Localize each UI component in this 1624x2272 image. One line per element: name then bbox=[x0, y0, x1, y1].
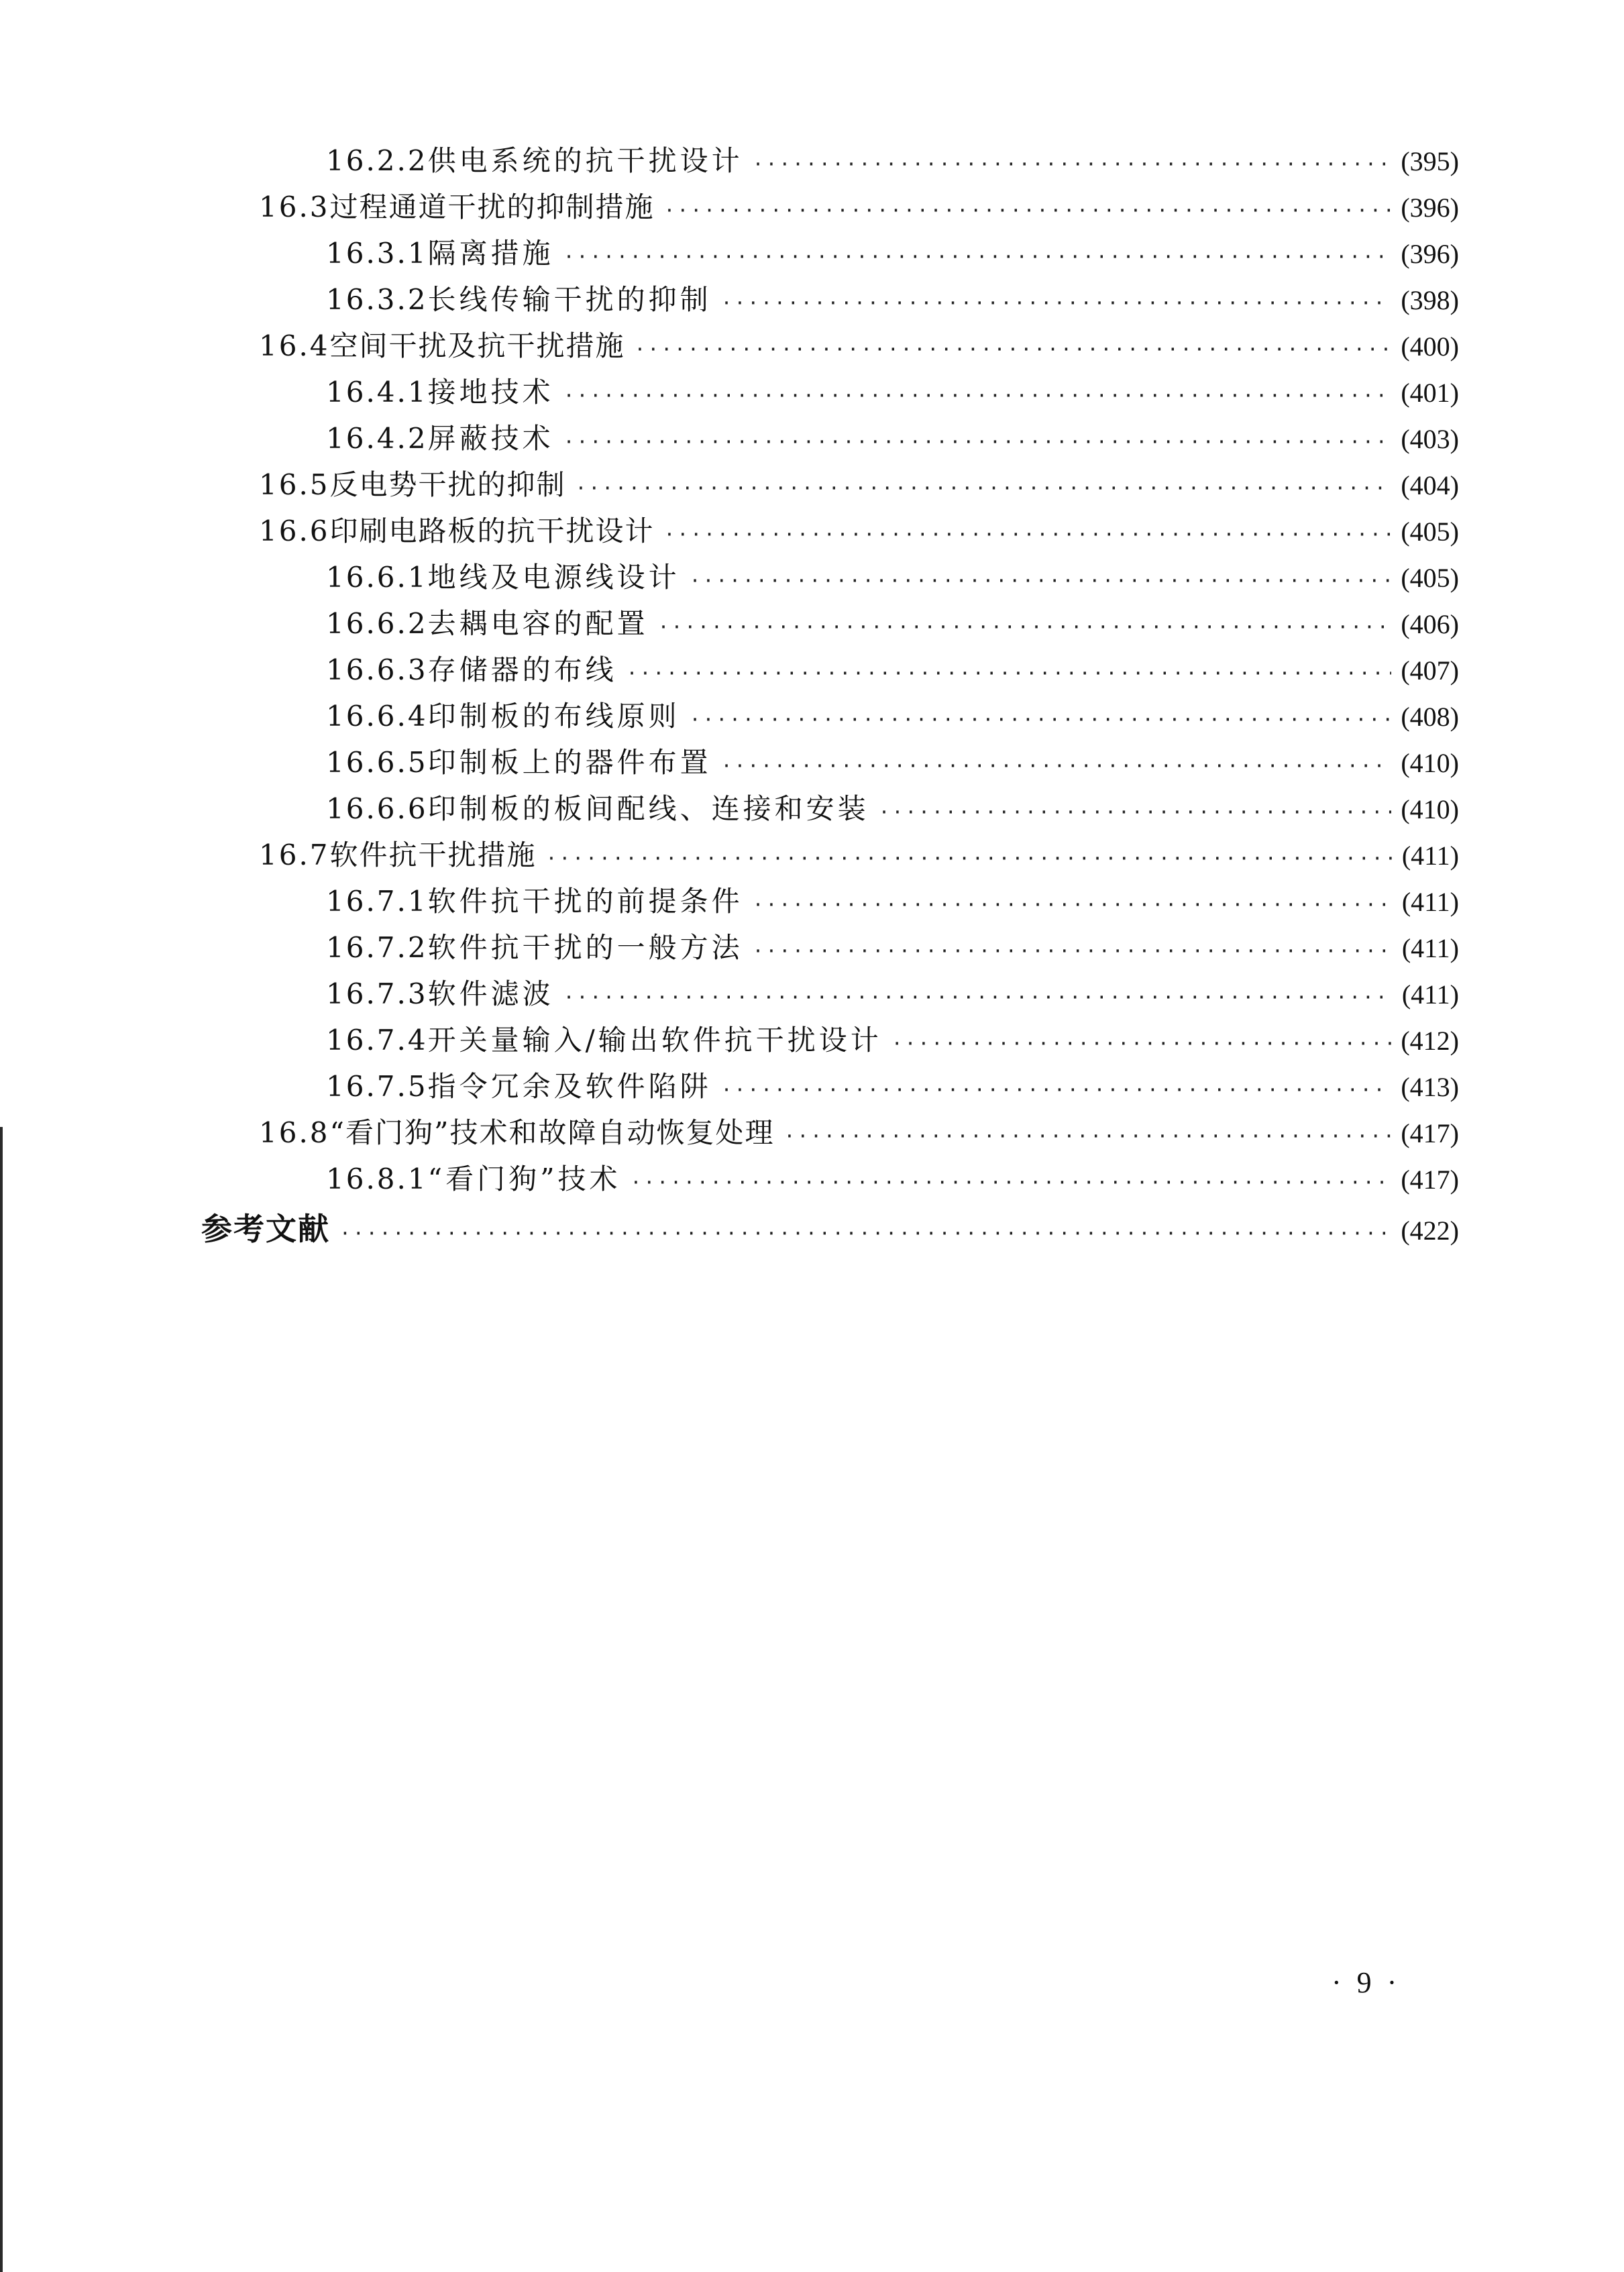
dot-leader bbox=[783, 1113, 1391, 1159]
toc-entry[interactable] bbox=[201, 600, 1459, 647]
dot-leader bbox=[721, 1067, 1392, 1113]
section-number: 16.7.2 bbox=[326, 931, 428, 964]
page-reference: (411) bbox=[1401, 841, 1459, 871]
toc-entry[interactable] bbox=[201, 693, 1459, 739]
dot-leader bbox=[563, 233, 1392, 280]
section-number: 16.6.5 bbox=[326, 746, 428, 779]
page-reference: (398) bbox=[1401, 285, 1459, 315]
section-title: 接地技术 bbox=[427, 376, 554, 409]
toc-entry[interactable] bbox=[201, 1063, 1459, 1110]
page-reference: (422) bbox=[1401, 1215, 1459, 1246]
dot-leader bbox=[631, 1159, 1392, 1205]
dot-leader bbox=[753, 141, 1392, 187]
page-reference: (411) bbox=[1401, 887, 1459, 917]
toc-entry[interactable] bbox=[201, 786, 1459, 832]
section-number: 16.3.2 bbox=[326, 283, 428, 316]
section-number: 16.6.4 bbox=[326, 700, 428, 733]
page-reference: (406) bbox=[1401, 609, 1459, 639]
page-reference: (405) bbox=[1401, 563, 1459, 593]
dot-leader bbox=[690, 557, 1392, 604]
section-title: 去耦电容的配置 bbox=[427, 607, 649, 640]
section-number: 16.3 bbox=[259, 191, 330, 223]
references-title: 参考文献 bbox=[201, 1211, 330, 1247]
section-title: 长线传输干扰的抑制 bbox=[427, 283, 712, 316]
toc-entry[interactable] bbox=[201, 138, 1459, 184]
section-title: 软件滤波 bbox=[427, 977, 554, 1010]
page-reference: (401) bbox=[1401, 378, 1459, 408]
page-reference: (417) bbox=[1401, 1165, 1459, 1195]
toc-entry[interactable] bbox=[201, 1156, 1459, 1202]
section-number: 16.7.1 bbox=[326, 885, 428, 918]
section-number: 16.3.1 bbox=[326, 237, 428, 270]
page-reference: (400) bbox=[1401, 331, 1459, 362]
dot-leader bbox=[627, 650, 1392, 696]
page-number: · 9 · bbox=[1332, 1966, 1401, 1999]
section-title: 空间干扰及抗干扰措施 bbox=[329, 329, 625, 362]
dot-leader bbox=[664, 187, 1392, 233]
dot-leader bbox=[546, 835, 1393, 881]
dot-leader bbox=[563, 419, 1392, 465]
section-title: 地线及电源线设计 bbox=[427, 561, 680, 594]
dot-leader bbox=[721, 743, 1392, 789]
section-number: 16.2.2 bbox=[326, 144, 428, 177]
toc-entry[interactable] bbox=[201, 739, 1459, 786]
page-reference: (407) bbox=[1401, 655, 1459, 686]
page-reference: (417) bbox=[1401, 1118, 1459, 1148]
page-reference: (411) bbox=[1401, 979, 1459, 1010]
section-number: 16.7.5 bbox=[326, 1070, 428, 1103]
toc-entry[interactable] bbox=[201, 276, 1459, 323]
scan-edge-line bbox=[0, 1127, 3, 2272]
page-reference: (412) bbox=[1401, 1026, 1459, 1056]
toc-entry[interactable] bbox=[201, 462, 1459, 508]
dot-leader bbox=[753, 881, 1393, 928]
page-reference: (396) bbox=[1401, 239, 1459, 269]
page-reference: (395) bbox=[1401, 146, 1459, 176]
section-number: 16.4 bbox=[259, 329, 330, 362]
toc-entry[interactable] bbox=[201, 647, 1459, 693]
dot-leader bbox=[635, 326, 1392, 372]
toc-entry[interactable] bbox=[201, 832, 1459, 878]
toc-entry[interactable] bbox=[201, 1110, 1459, 1156]
dot-leader bbox=[721, 280, 1392, 326]
section-title: 软件抗干扰措施 bbox=[329, 839, 537, 871]
section-number: 16.7.3 bbox=[326, 977, 428, 1010]
dot-leader bbox=[563, 372, 1392, 419]
section-number: 16.6.3 bbox=[326, 653, 428, 686]
section-title: 屏蔽技术 bbox=[427, 422, 554, 455]
dot-leader bbox=[690, 696, 1392, 743]
section-title: 印制板的板间配线、连接和安装 bbox=[427, 792, 869, 825]
dot-leader bbox=[753, 928, 1393, 974]
page-reference: (403) bbox=[1401, 424, 1459, 454]
dot-leader bbox=[658, 604, 1392, 650]
section-title: 印刷电路板的抗干扰设计 bbox=[329, 515, 655, 547]
page-reference: (411) bbox=[1401, 933, 1459, 963]
toc-entry[interactable] bbox=[201, 971, 1459, 1017]
section-title: 开关量输入/输出软件抗干扰设计 bbox=[427, 1024, 882, 1057]
section-number: 16.6 bbox=[259, 515, 330, 547]
dot-leader bbox=[563, 974, 1393, 1020]
section-title: 软件抗干扰的前提条件 bbox=[427, 885, 743, 918]
toc-entry[interactable] bbox=[201, 924, 1459, 971]
section-number: 16.7 bbox=[259, 839, 330, 871]
toc-entry[interactable] bbox=[201, 878, 1459, 924]
page-reference: (405) bbox=[1401, 517, 1459, 547]
dot-leader bbox=[664, 511, 1392, 557]
dot-leader bbox=[891, 1020, 1392, 1067]
page-reference: (410) bbox=[1401, 748, 1459, 778]
section-title: 过程通道干扰的抑制措施 bbox=[329, 191, 655, 223]
section-title: 指令冗余及软件陷阱 bbox=[427, 1070, 712, 1103]
page-reference: (404) bbox=[1401, 470, 1459, 500]
toc-entry[interactable] bbox=[201, 230, 1459, 276]
dot-leader bbox=[576, 465, 1392, 511]
section-title: 存储器的布线 bbox=[427, 653, 617, 686]
section-number: 16.8 bbox=[259, 1116, 330, 1149]
table-of-contents bbox=[201, 138, 1459, 1252]
section-number: 16.6.6 bbox=[326, 792, 428, 825]
dot-leader bbox=[339, 1210, 1391, 1256]
section-title: 软件抗干扰的一般方法 bbox=[427, 931, 743, 964]
toc-entry[interactable] bbox=[201, 323, 1459, 369]
section-number: 16.5 bbox=[259, 468, 330, 501]
section-title: 印制板的布线原则 bbox=[427, 700, 680, 733]
dot-leader bbox=[879, 789, 1392, 835]
section-title: 供电系统的抗干扰设计 bbox=[427, 144, 743, 177]
section-number: 16.6.2 bbox=[326, 607, 428, 640]
section-title: “看门狗”技术和故障自动恢复处理 bbox=[329, 1116, 775, 1149]
toc-entry-references[interactable] bbox=[201, 1206, 1459, 1252]
toc-entry[interactable] bbox=[201, 184, 1459, 230]
section-title: “看门狗”技术 bbox=[427, 1162, 621, 1195]
section-number: 16.8.1 bbox=[326, 1162, 428, 1195]
toc-entry[interactable] bbox=[201, 1017, 1459, 1063]
toc-entry[interactable] bbox=[201, 415, 1459, 462]
page-reference: (410) bbox=[1401, 794, 1459, 824]
section-number: 16.6.1 bbox=[326, 561, 428, 594]
section-title: 隔离措施 bbox=[427, 237, 554, 270]
page-reference: (413) bbox=[1401, 1072, 1459, 1102]
page-reference: (408) bbox=[1401, 702, 1459, 732]
toc-entry[interactable] bbox=[201, 554, 1459, 600]
page-reference: (396) bbox=[1401, 193, 1459, 223]
section-number: 16.7.4 bbox=[326, 1024, 428, 1057]
toc-entry[interactable] bbox=[201, 508, 1459, 554]
section-title: 印制板上的器件布置 bbox=[427, 746, 712, 779]
section-title: 反电势干扰的抑制 bbox=[329, 468, 566, 501]
section-number: 16.4.1 bbox=[326, 376, 428, 409]
section-number: 16.4.2 bbox=[326, 422, 428, 455]
toc-entry[interactable] bbox=[201, 369, 1459, 415]
